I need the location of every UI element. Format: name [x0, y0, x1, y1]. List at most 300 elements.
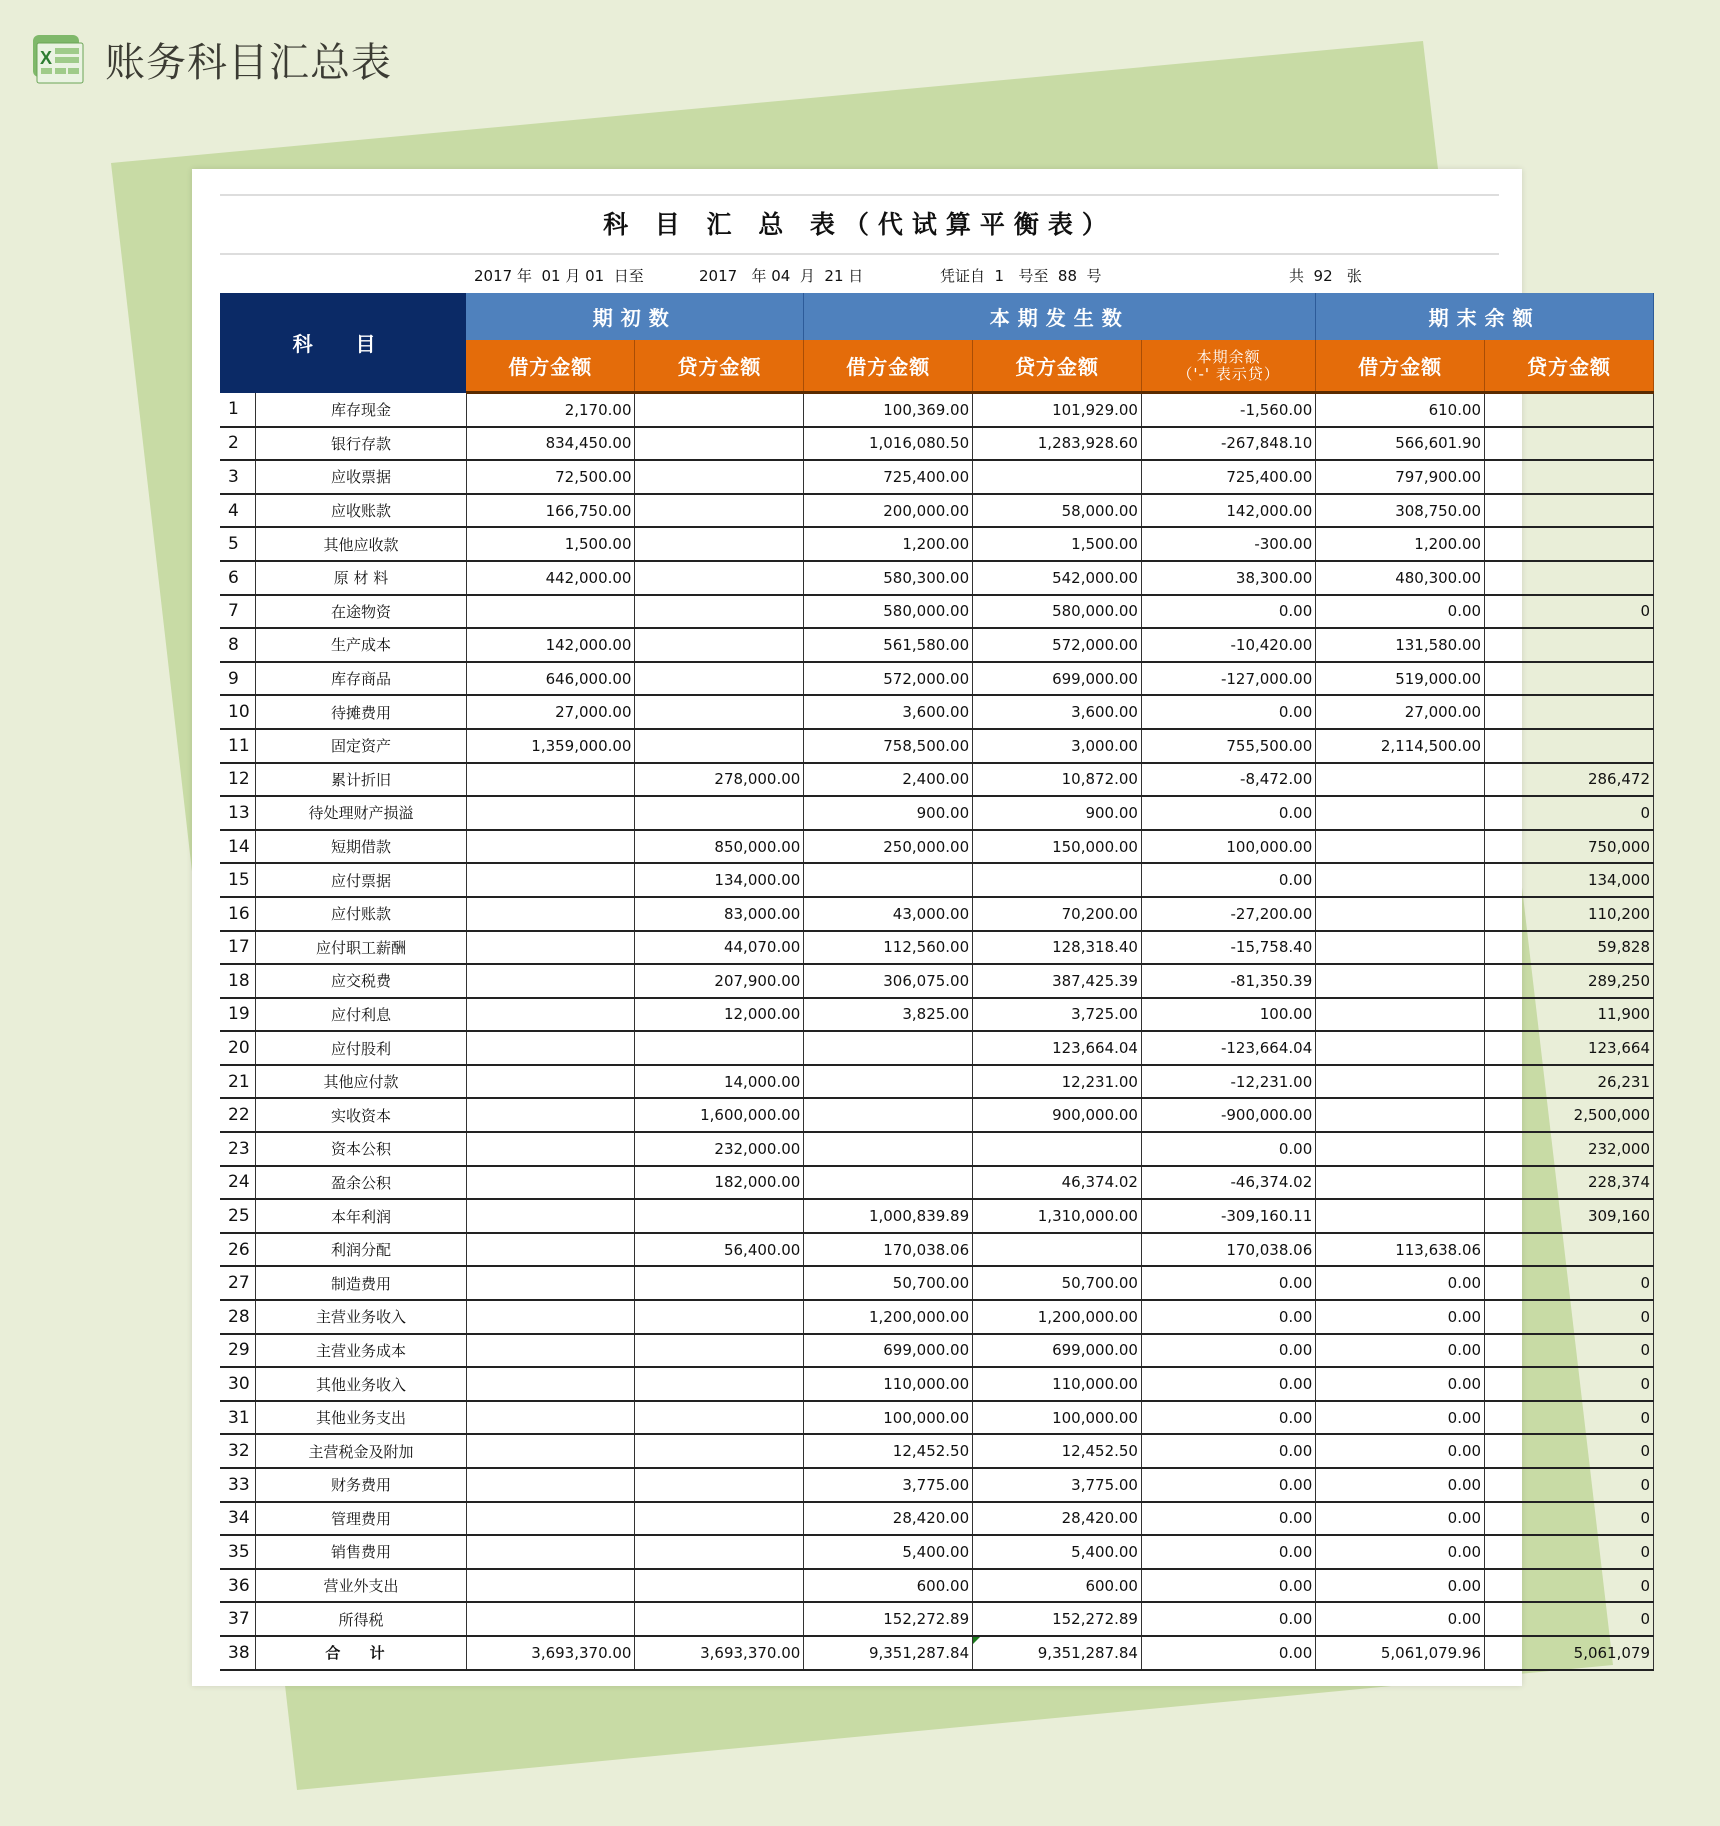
cell-current-debit[interactable]: 561,580.00: [804, 628, 973, 662]
cell-current-debit[interactable]: [804, 1132, 973, 1166]
cell-subject-name[interactable]: 主营税金及附加: [256, 1434, 466, 1468]
cell-current-credit[interactable]: 9,351,287.84: [973, 1636, 1142, 1670]
cell-opening-credit[interactable]: [635, 1300, 804, 1334]
cell-closing-debit[interactable]: 2,114,500.00: [1316, 729, 1485, 763]
cell-opening-debit[interactable]: [466, 830, 635, 864]
cell-opening-credit[interactable]: [635, 595, 804, 629]
cell-row-number[interactable]: 38: [220, 1636, 256, 1670]
cell-row-number[interactable]: 33: [220, 1468, 256, 1502]
cell-current-net[interactable]: 0.00: [1141, 1434, 1315, 1468]
cell-closing-debit[interactable]: 566,601.90: [1316, 427, 1485, 461]
cell-closing-credit[interactable]: 309,160: [1485, 1199, 1654, 1233]
cell-current-debit[interactable]: 758,500.00: [804, 729, 973, 763]
cell-current-credit[interactable]: 46,374.02: [973, 1166, 1142, 1200]
cell-closing-credit[interactable]: 289,250: [1485, 964, 1654, 998]
cell-subject-name[interactable]: 应付账款: [256, 897, 466, 931]
cell-closing-credit[interactable]: 228,374: [1485, 1166, 1654, 1200]
cell-current-credit[interactable]: 3,775.00: [973, 1468, 1142, 1502]
cell-opening-debit[interactable]: [466, 1031, 635, 1065]
cell-closing-debit[interactable]: [1316, 863, 1485, 897]
cell-current-net[interactable]: -300.00: [1141, 527, 1315, 561]
cell-row-number[interactable]: 6: [220, 561, 256, 595]
cell-current-credit[interactable]: 387,425.39: [973, 964, 1142, 998]
cell-current-credit[interactable]: [973, 460, 1142, 494]
cell-current-credit[interactable]: 1,310,000.00: [973, 1199, 1142, 1233]
cell-closing-credit[interactable]: [1485, 460, 1654, 494]
cell-current-debit[interactable]: [804, 1031, 973, 1065]
cell-current-debit[interactable]: 50,700.00: [804, 1266, 973, 1300]
cell-current-debit[interactable]: 725,400.00: [804, 460, 973, 494]
cell-closing-debit[interactable]: [1316, 964, 1485, 998]
cell-current-net[interactable]: -81,350.39: [1141, 964, 1315, 998]
cell-subject-name[interactable]: 财务费用: [256, 1468, 466, 1502]
cell-closing-credit[interactable]: 0: [1485, 1535, 1654, 1569]
cell-current-net[interactable]: 100,000.00: [1141, 830, 1315, 864]
cell-opening-debit[interactable]: [466, 1233, 635, 1267]
cell-opening-debit[interactable]: [466, 1266, 635, 1300]
cell-closing-debit[interactable]: 0.00: [1316, 1401, 1485, 1435]
cell-closing-debit[interactable]: 0.00: [1316, 1367, 1485, 1401]
cell-row-number[interactable]: 19: [220, 998, 256, 1032]
cell-current-debit[interactable]: 3,775.00: [804, 1468, 973, 1502]
cell-row-number[interactable]: 18: [220, 964, 256, 998]
cell-row-number[interactable]: 36: [220, 1569, 256, 1603]
cell-opening-credit[interactable]: [635, 1266, 804, 1300]
cell-current-debit[interactable]: 600.00: [804, 1569, 973, 1603]
cell-closing-debit[interactable]: 480,300.00: [1316, 561, 1485, 595]
cell-row-number[interactable]: 5: [220, 527, 256, 561]
cell-opening-debit[interactable]: 1,359,000.00: [466, 729, 635, 763]
cell-opening-debit[interactable]: [466, 998, 635, 1032]
cell-opening-credit[interactable]: 14,000.00: [635, 1065, 804, 1099]
cell-opening-credit[interactable]: 56,400.00: [635, 1233, 804, 1267]
cell-current-debit[interactable]: 110,000.00: [804, 1367, 973, 1401]
cell-current-credit[interactable]: 1,500.00: [973, 527, 1142, 561]
cell-current-net[interactable]: -267,848.10: [1141, 427, 1315, 461]
cell-closing-debit[interactable]: 0.00: [1316, 1535, 1485, 1569]
cell-subject-name[interactable]: 原 材 料: [256, 561, 466, 595]
cell-closing-credit[interactable]: 134,000: [1485, 863, 1654, 897]
cell-row-number[interactable]: 9: [220, 662, 256, 696]
cell-current-net[interactable]: -12,231.00: [1141, 1065, 1315, 1099]
cell-current-net[interactable]: 0.00: [1141, 796, 1315, 830]
cell-current-debit[interactable]: [804, 1065, 973, 1099]
cell-current-debit[interactable]: 100,000.00: [804, 1401, 973, 1435]
cell-closing-debit[interactable]: [1316, 1166, 1485, 1200]
cell-opening-debit[interactable]: [466, 1367, 635, 1401]
cell-opening-debit[interactable]: [466, 595, 635, 629]
cell-current-credit[interactable]: 10,872.00: [973, 763, 1142, 797]
cell-current-debit[interactable]: 2,400.00: [804, 763, 973, 797]
cell-subject-name[interactable]: 库存现金: [256, 393, 466, 427]
cell-opening-credit[interactable]: [635, 460, 804, 494]
cell-opening-credit[interactable]: 1,600,000.00: [635, 1098, 804, 1132]
cell-opening-credit[interactable]: [635, 1367, 804, 1401]
cell-closing-credit[interactable]: [1485, 628, 1654, 662]
cell-opening-debit[interactable]: 2,170.00: [466, 393, 635, 427]
cell-row-number[interactable]: 21: [220, 1065, 256, 1099]
cell-opening-credit[interactable]: 12,000.00: [635, 998, 804, 1032]
cell-opening-credit[interactable]: [635, 561, 804, 595]
cell-current-credit[interactable]: 3,600.00: [973, 695, 1142, 729]
cell-closing-credit[interactable]: 0: [1485, 1434, 1654, 1468]
cell-opening-debit[interactable]: [466, 1334, 635, 1368]
cell-closing-credit[interactable]: 26,231: [1485, 1065, 1654, 1099]
cell-subject-name[interactable]: 其他业务支出: [256, 1401, 466, 1435]
cell-subject-name[interactable]: 其他业务收入: [256, 1367, 466, 1401]
cell-closing-debit[interactable]: 610.00: [1316, 393, 1485, 427]
cell-subject-name[interactable]: 银行存款: [256, 427, 466, 461]
cell-opening-debit[interactable]: [466, 1098, 635, 1132]
cell-closing-debit[interactable]: [1316, 1098, 1485, 1132]
cell-opening-credit[interactable]: [635, 1602, 804, 1636]
cell-closing-credit[interactable]: 750,000: [1485, 830, 1654, 864]
cell-current-debit[interactable]: 43,000.00: [804, 897, 973, 931]
cell-row-number[interactable]: 8: [220, 628, 256, 662]
cell-row-number[interactable]: 4: [220, 494, 256, 528]
cell-subject-name[interactable]: 其他应收款: [256, 527, 466, 561]
cell-opening-debit[interactable]: 166,750.00: [466, 494, 635, 528]
cell-current-net[interactable]: -8,472.00: [1141, 763, 1315, 797]
cell-current-debit[interactable]: [804, 1166, 973, 1200]
cell-row-number[interactable]: 35: [220, 1535, 256, 1569]
cell-row-number[interactable]: 2: [220, 427, 256, 461]
cell-row-number[interactable]: 37: [220, 1602, 256, 1636]
cell-subject-name[interactable]: 合 计: [256, 1636, 466, 1670]
cell-current-credit[interactable]: 5,400.00: [973, 1535, 1142, 1569]
cell-opening-debit[interactable]: 27,000.00: [466, 695, 635, 729]
cell-current-debit[interactable]: 5,400.00: [804, 1535, 973, 1569]
cell-opening-debit[interactable]: 442,000.00: [466, 561, 635, 595]
cell-opening-credit[interactable]: [635, 427, 804, 461]
cell-row-number[interactable]: 20: [220, 1031, 256, 1065]
cell-subject-name[interactable]: 应交税费: [256, 964, 466, 998]
cell-subject-name[interactable]: 库存商品: [256, 662, 466, 696]
cell-row-number[interactable]: 26: [220, 1233, 256, 1267]
cell-row-number[interactable]: 22: [220, 1098, 256, 1132]
cell-closing-debit[interactable]: [1316, 1031, 1485, 1065]
cell-subject-name[interactable]: 短期借款: [256, 830, 466, 864]
cell-current-credit[interactable]: 3,000.00: [973, 729, 1142, 763]
cell-opening-debit[interactable]: [466, 1602, 635, 1636]
cell-opening-debit[interactable]: [466, 964, 635, 998]
cell-row-number[interactable]: 10: [220, 695, 256, 729]
cell-current-debit[interactable]: 1,200.00: [804, 527, 973, 561]
cell-opening-debit[interactable]: [466, 1132, 635, 1166]
cell-closing-credit[interactable]: [1485, 662, 1654, 696]
cell-row-number[interactable]: 31: [220, 1401, 256, 1435]
cell-subject-name[interactable]: 销售费用: [256, 1535, 466, 1569]
cell-current-credit[interactable]: 70,200.00: [973, 897, 1142, 931]
cell-current-net[interactable]: 100.00: [1141, 998, 1315, 1032]
cell-row-number[interactable]: 15: [220, 863, 256, 897]
cell-current-debit[interactable]: 1,000,839.89: [804, 1199, 973, 1233]
cell-closing-credit[interactable]: 59,828: [1485, 931, 1654, 965]
cell-opening-credit[interactable]: [635, 662, 804, 696]
cell-opening-debit[interactable]: [466, 1166, 635, 1200]
cell-current-net[interactable]: -127,000.00: [1141, 662, 1315, 696]
cell-current-credit[interactable]: 900,000.00: [973, 1098, 1142, 1132]
cell-current-debit[interactable]: 572,000.00: [804, 662, 973, 696]
cell-closing-credit[interactable]: 232,000: [1485, 1132, 1654, 1166]
cell-subject-name[interactable]: 应付股利: [256, 1031, 466, 1065]
cell-closing-credit[interactable]: 0: [1485, 1266, 1654, 1300]
cell-current-net[interactable]: 0.00: [1141, 1367, 1315, 1401]
cell-closing-credit[interactable]: 0: [1485, 1367, 1654, 1401]
cell-current-net[interactable]: 0.00: [1141, 1401, 1315, 1435]
cell-row-number[interactable]: 1: [220, 393, 256, 427]
cell-row-number[interactable]: 27: [220, 1266, 256, 1300]
cell-current-credit[interactable]: 110,000.00: [973, 1367, 1142, 1401]
cell-opening-credit[interactable]: [635, 1502, 804, 1536]
cell-opening-credit[interactable]: [635, 1434, 804, 1468]
cell-closing-credit[interactable]: 11,900: [1485, 998, 1654, 1032]
cell-row-number[interactable]: 13: [220, 796, 256, 830]
cell-closing-debit[interactable]: [1316, 1132, 1485, 1166]
cell-current-net[interactable]: 0.00: [1141, 1266, 1315, 1300]
cell-opening-debit[interactable]: 834,450.00: [466, 427, 635, 461]
cell-current-credit[interactable]: 58,000.00: [973, 494, 1142, 528]
cell-current-debit[interactable]: 250,000.00: [804, 830, 973, 864]
cell-current-debit[interactable]: 3,600.00: [804, 695, 973, 729]
cell-opening-credit[interactable]: [635, 393, 804, 427]
cell-closing-debit[interactable]: 0.00: [1316, 1334, 1485, 1368]
cell-closing-credit[interactable]: 110,200: [1485, 897, 1654, 931]
cell-closing-debit[interactable]: [1316, 796, 1485, 830]
cell-current-net[interactable]: 0.00: [1141, 863, 1315, 897]
cell-opening-credit[interactable]: [635, 494, 804, 528]
cell-current-net[interactable]: -46,374.02: [1141, 1166, 1315, 1200]
cell-current-debit[interactable]: 152,272.89: [804, 1602, 973, 1636]
cell-current-net[interactable]: 0.00: [1141, 1602, 1315, 1636]
cell-opening-credit[interactable]: [635, 527, 804, 561]
cell-current-debit[interactable]: 1,016,080.50: [804, 427, 973, 461]
cell-current-net[interactable]: 0.00: [1141, 1300, 1315, 1334]
cell-current-debit[interactable]: [804, 863, 973, 897]
cell-current-credit[interactable]: 572,000.00: [973, 628, 1142, 662]
cell-closing-credit[interactable]: [1485, 494, 1654, 528]
cell-opening-debit[interactable]: [466, 1468, 635, 1502]
cell-row-number[interactable]: 28: [220, 1300, 256, 1334]
cell-row-number[interactable]: 25: [220, 1199, 256, 1233]
cell-opening-credit[interactable]: 134,000.00: [635, 863, 804, 897]
cell-closing-debit[interactable]: [1316, 931, 1485, 965]
cell-opening-credit[interactable]: [635, 1199, 804, 1233]
cell-opening-debit[interactable]: [466, 796, 635, 830]
cell-opening-credit[interactable]: [635, 695, 804, 729]
cell-subject-name[interactable]: 在途物资: [256, 595, 466, 629]
cell-current-debit[interactable]: 580,000.00: [804, 595, 973, 629]
cell-current-net[interactable]: -15,758.40: [1141, 931, 1315, 965]
cell-closing-debit[interactable]: 131,580.00: [1316, 628, 1485, 662]
cell-opening-debit[interactable]: 646,000.00: [466, 662, 635, 696]
cell-row-number[interactable]: 23: [220, 1132, 256, 1166]
cell-closing-debit[interactable]: 0.00: [1316, 1569, 1485, 1603]
cell-current-net[interactable]: 0.00: [1141, 1468, 1315, 1502]
cell-row-number[interactable]: 34: [220, 1502, 256, 1536]
cell-opening-debit[interactable]: [466, 763, 635, 797]
cell-opening-credit[interactable]: [635, 1468, 804, 1502]
cell-current-credit[interactable]: 50,700.00: [973, 1266, 1142, 1300]
cell-subject-name[interactable]: 本年利润: [256, 1199, 466, 1233]
cell-current-debit[interactable]: 28,420.00: [804, 1502, 973, 1536]
cell-subject-name[interactable]: 固定资产: [256, 729, 466, 763]
cell-subject-name[interactable]: 实收资本: [256, 1098, 466, 1132]
cell-current-net[interactable]: 170,038.06: [1141, 1233, 1315, 1267]
cell-subject-name[interactable]: 待摊费用: [256, 695, 466, 729]
cell-row-number[interactable]: 17: [220, 931, 256, 965]
cell-closing-credit[interactable]: [1485, 1233, 1654, 1267]
cell-opening-debit[interactable]: [466, 1535, 635, 1569]
cell-subject-name[interactable]: 营业外支出: [256, 1569, 466, 1603]
cell-opening-debit[interactable]: [466, 863, 635, 897]
cell-row-number[interactable]: 32: [220, 1434, 256, 1468]
cell-closing-credit[interactable]: 123,664: [1485, 1031, 1654, 1065]
cell-opening-debit[interactable]: 72,500.00: [466, 460, 635, 494]
cell-subject-name[interactable]: 管理费用: [256, 1502, 466, 1536]
cell-opening-debit[interactable]: 3,693,370.00: [466, 1636, 635, 1670]
cell-closing-debit[interactable]: 1,200.00: [1316, 527, 1485, 561]
cell-current-credit[interactable]: 128,318.40: [973, 931, 1142, 965]
cell-closing-credit[interactable]: 0: [1485, 1468, 1654, 1502]
cell-closing-debit[interactable]: 0.00: [1316, 595, 1485, 629]
cell-closing-credit[interactable]: [1485, 527, 1654, 561]
cell-current-net[interactable]: -27,200.00: [1141, 897, 1315, 931]
cell-opening-credit[interactable]: 850,000.00: [635, 830, 804, 864]
cell-subject-name[interactable]: 待处理财产损溢: [256, 796, 466, 830]
cell-closing-credit[interactable]: 0: [1485, 1300, 1654, 1334]
cell-subject-name[interactable]: 主营业务成本: [256, 1334, 466, 1368]
cell-opening-credit[interactable]: [635, 1334, 804, 1368]
cell-opening-debit[interactable]: [466, 931, 635, 965]
cell-current-debit[interactable]: 12,452.50: [804, 1434, 973, 1468]
cell-current-debit[interactable]: [804, 1098, 973, 1132]
cell-closing-debit[interactable]: 113,638.06: [1316, 1233, 1485, 1267]
cell-current-debit[interactable]: 580,300.00: [804, 561, 973, 595]
cell-closing-credit[interactable]: 0: [1485, 1401, 1654, 1435]
cell-current-credit[interactable]: 542,000.00: [973, 561, 1142, 595]
cell-current-credit[interactable]: 600.00: [973, 1569, 1142, 1603]
cell-closing-credit[interactable]: [1485, 729, 1654, 763]
cell-current-credit[interactable]: 580,000.00: [973, 595, 1142, 629]
cell-current-debit[interactable]: 112,560.00: [804, 931, 973, 965]
cell-closing-debit[interactable]: 0.00: [1316, 1602, 1485, 1636]
cell-current-net[interactable]: 0.00: [1141, 695, 1315, 729]
cell-current-net[interactable]: 0.00: [1141, 595, 1315, 629]
cell-current-debit[interactable]: 3,825.00: [804, 998, 973, 1032]
cell-closing-credit[interactable]: 0: [1485, 796, 1654, 830]
cell-current-net[interactable]: 142,000.00: [1141, 494, 1315, 528]
cell-opening-debit[interactable]: [466, 1199, 635, 1233]
cell-row-number[interactable]: 7: [220, 595, 256, 629]
cell-opening-credit[interactable]: [635, 1535, 804, 1569]
cell-closing-debit[interactable]: [1316, 1199, 1485, 1233]
cell-closing-debit[interactable]: [1316, 1065, 1485, 1099]
cell-current-debit[interactable]: 1,200,000.00: [804, 1300, 973, 1334]
cell-subject-name[interactable]: 其他应付款: [256, 1065, 466, 1099]
cell-subject-name[interactable]: 主营业务收入: [256, 1300, 466, 1334]
cell-closing-credit[interactable]: [1485, 695, 1654, 729]
cell-current-net[interactable]: -900,000.00: [1141, 1098, 1315, 1132]
cell-current-debit[interactable]: 200,000.00: [804, 494, 973, 528]
cell-opening-credit[interactable]: [635, 628, 804, 662]
cell-current-net[interactable]: -1,560.00: [1141, 393, 1315, 427]
cell-closing-debit[interactable]: 0.00: [1316, 1266, 1485, 1300]
cell-opening-credit[interactable]: 44,070.00: [635, 931, 804, 965]
cell-subject-name[interactable]: 应付职工薪酬: [256, 931, 466, 965]
cell-opening-debit[interactable]: [466, 1434, 635, 1468]
cell-opening-credit[interactable]: 182,000.00: [635, 1166, 804, 1200]
cell-subject-name[interactable]: 累计折旧: [256, 763, 466, 797]
cell-opening-debit[interactable]: 142,000.00: [466, 628, 635, 662]
cell-closing-debit[interactable]: [1316, 763, 1485, 797]
cell-closing-credit[interactable]: 5,061,079: [1485, 1636, 1654, 1670]
cell-opening-credit[interactable]: 3,693,370.00: [635, 1636, 804, 1670]
cell-current-credit[interactable]: 1,283,928.60: [973, 427, 1142, 461]
cell-current-credit[interactable]: [973, 1233, 1142, 1267]
cell-subject-name[interactable]: 应收票据: [256, 460, 466, 494]
cell-opening-credit[interactable]: 232,000.00: [635, 1132, 804, 1166]
cell-closing-debit[interactable]: [1316, 830, 1485, 864]
cell-closing-debit[interactable]: 308,750.00: [1316, 494, 1485, 528]
cell-subject-name[interactable]: 应收账款: [256, 494, 466, 528]
cell-row-number[interactable]: 3: [220, 460, 256, 494]
cell-current-net[interactable]: 0.00: [1141, 1132, 1315, 1166]
cell-closing-debit[interactable]: [1316, 998, 1485, 1032]
cell-current-credit[interactable]: 123,664.04: [973, 1031, 1142, 1065]
cell-opening-credit[interactable]: [635, 729, 804, 763]
cell-row-number[interactable]: 30: [220, 1367, 256, 1401]
cell-closing-credit[interactable]: 0: [1485, 1602, 1654, 1636]
cell-closing-credit[interactable]: [1485, 393, 1654, 427]
cell-current-net[interactable]: 0.00: [1141, 1502, 1315, 1536]
cell-current-net[interactable]: 725,400.00: [1141, 460, 1315, 494]
cell-closing-debit[interactable]: 797,900.00: [1316, 460, 1485, 494]
cell-current-credit[interactable]: [973, 863, 1142, 897]
cell-current-net[interactable]: 0.00: [1141, 1334, 1315, 1368]
cell-current-credit[interactable]: 12,452.50: [973, 1434, 1142, 1468]
cell-closing-debit[interactable]: 0.00: [1316, 1468, 1485, 1502]
cell-closing-debit[interactable]: 519,000.00: [1316, 662, 1485, 696]
cell-opening-debit[interactable]: [466, 1401, 635, 1435]
cell-closing-credit[interactable]: 0: [1485, 1334, 1654, 1368]
cell-current-debit[interactable]: 699,000.00: [804, 1334, 973, 1368]
cell-current-credit[interactable]: 100,000.00: [973, 1401, 1142, 1435]
cell-opening-credit[interactable]: 83,000.00: [635, 897, 804, 931]
cell-opening-credit[interactable]: [635, 1569, 804, 1603]
cell-opening-credit[interactable]: 207,900.00: [635, 964, 804, 998]
cell-current-credit[interactable]: 1,200,000.00: [973, 1300, 1142, 1334]
cell-current-credit[interactable]: 3,725.00: [973, 998, 1142, 1032]
cell-current-credit[interactable]: 28,420.00: [973, 1502, 1142, 1536]
cell-subject-name[interactable]: 盈余公积: [256, 1166, 466, 1200]
cell-current-net[interactable]: 0.00: [1141, 1636, 1315, 1670]
cell-row-number[interactable]: 16: [220, 897, 256, 931]
cell-current-debit[interactable]: 900.00: [804, 796, 973, 830]
cell-closing-debit[interactable]: 0.00: [1316, 1300, 1485, 1334]
cell-subject-name[interactable]: 应付利息: [256, 998, 466, 1032]
cell-current-net[interactable]: -309,160.11: [1141, 1199, 1315, 1233]
cell-row-number[interactable]: 24: [220, 1166, 256, 1200]
cell-closing-credit[interactable]: [1485, 427, 1654, 461]
cell-opening-debit[interactable]: [466, 1502, 635, 1536]
cell-current-debit[interactable]: 100,369.00: [804, 393, 973, 427]
cell-row-number[interactable]: 11: [220, 729, 256, 763]
cell-current-credit[interactable]: [973, 1132, 1142, 1166]
cell-current-credit[interactable]: 101,929.00: [973, 393, 1142, 427]
cell-subject-name[interactable]: 资本公积: [256, 1132, 466, 1166]
cell-opening-debit[interactable]: [466, 1065, 635, 1099]
